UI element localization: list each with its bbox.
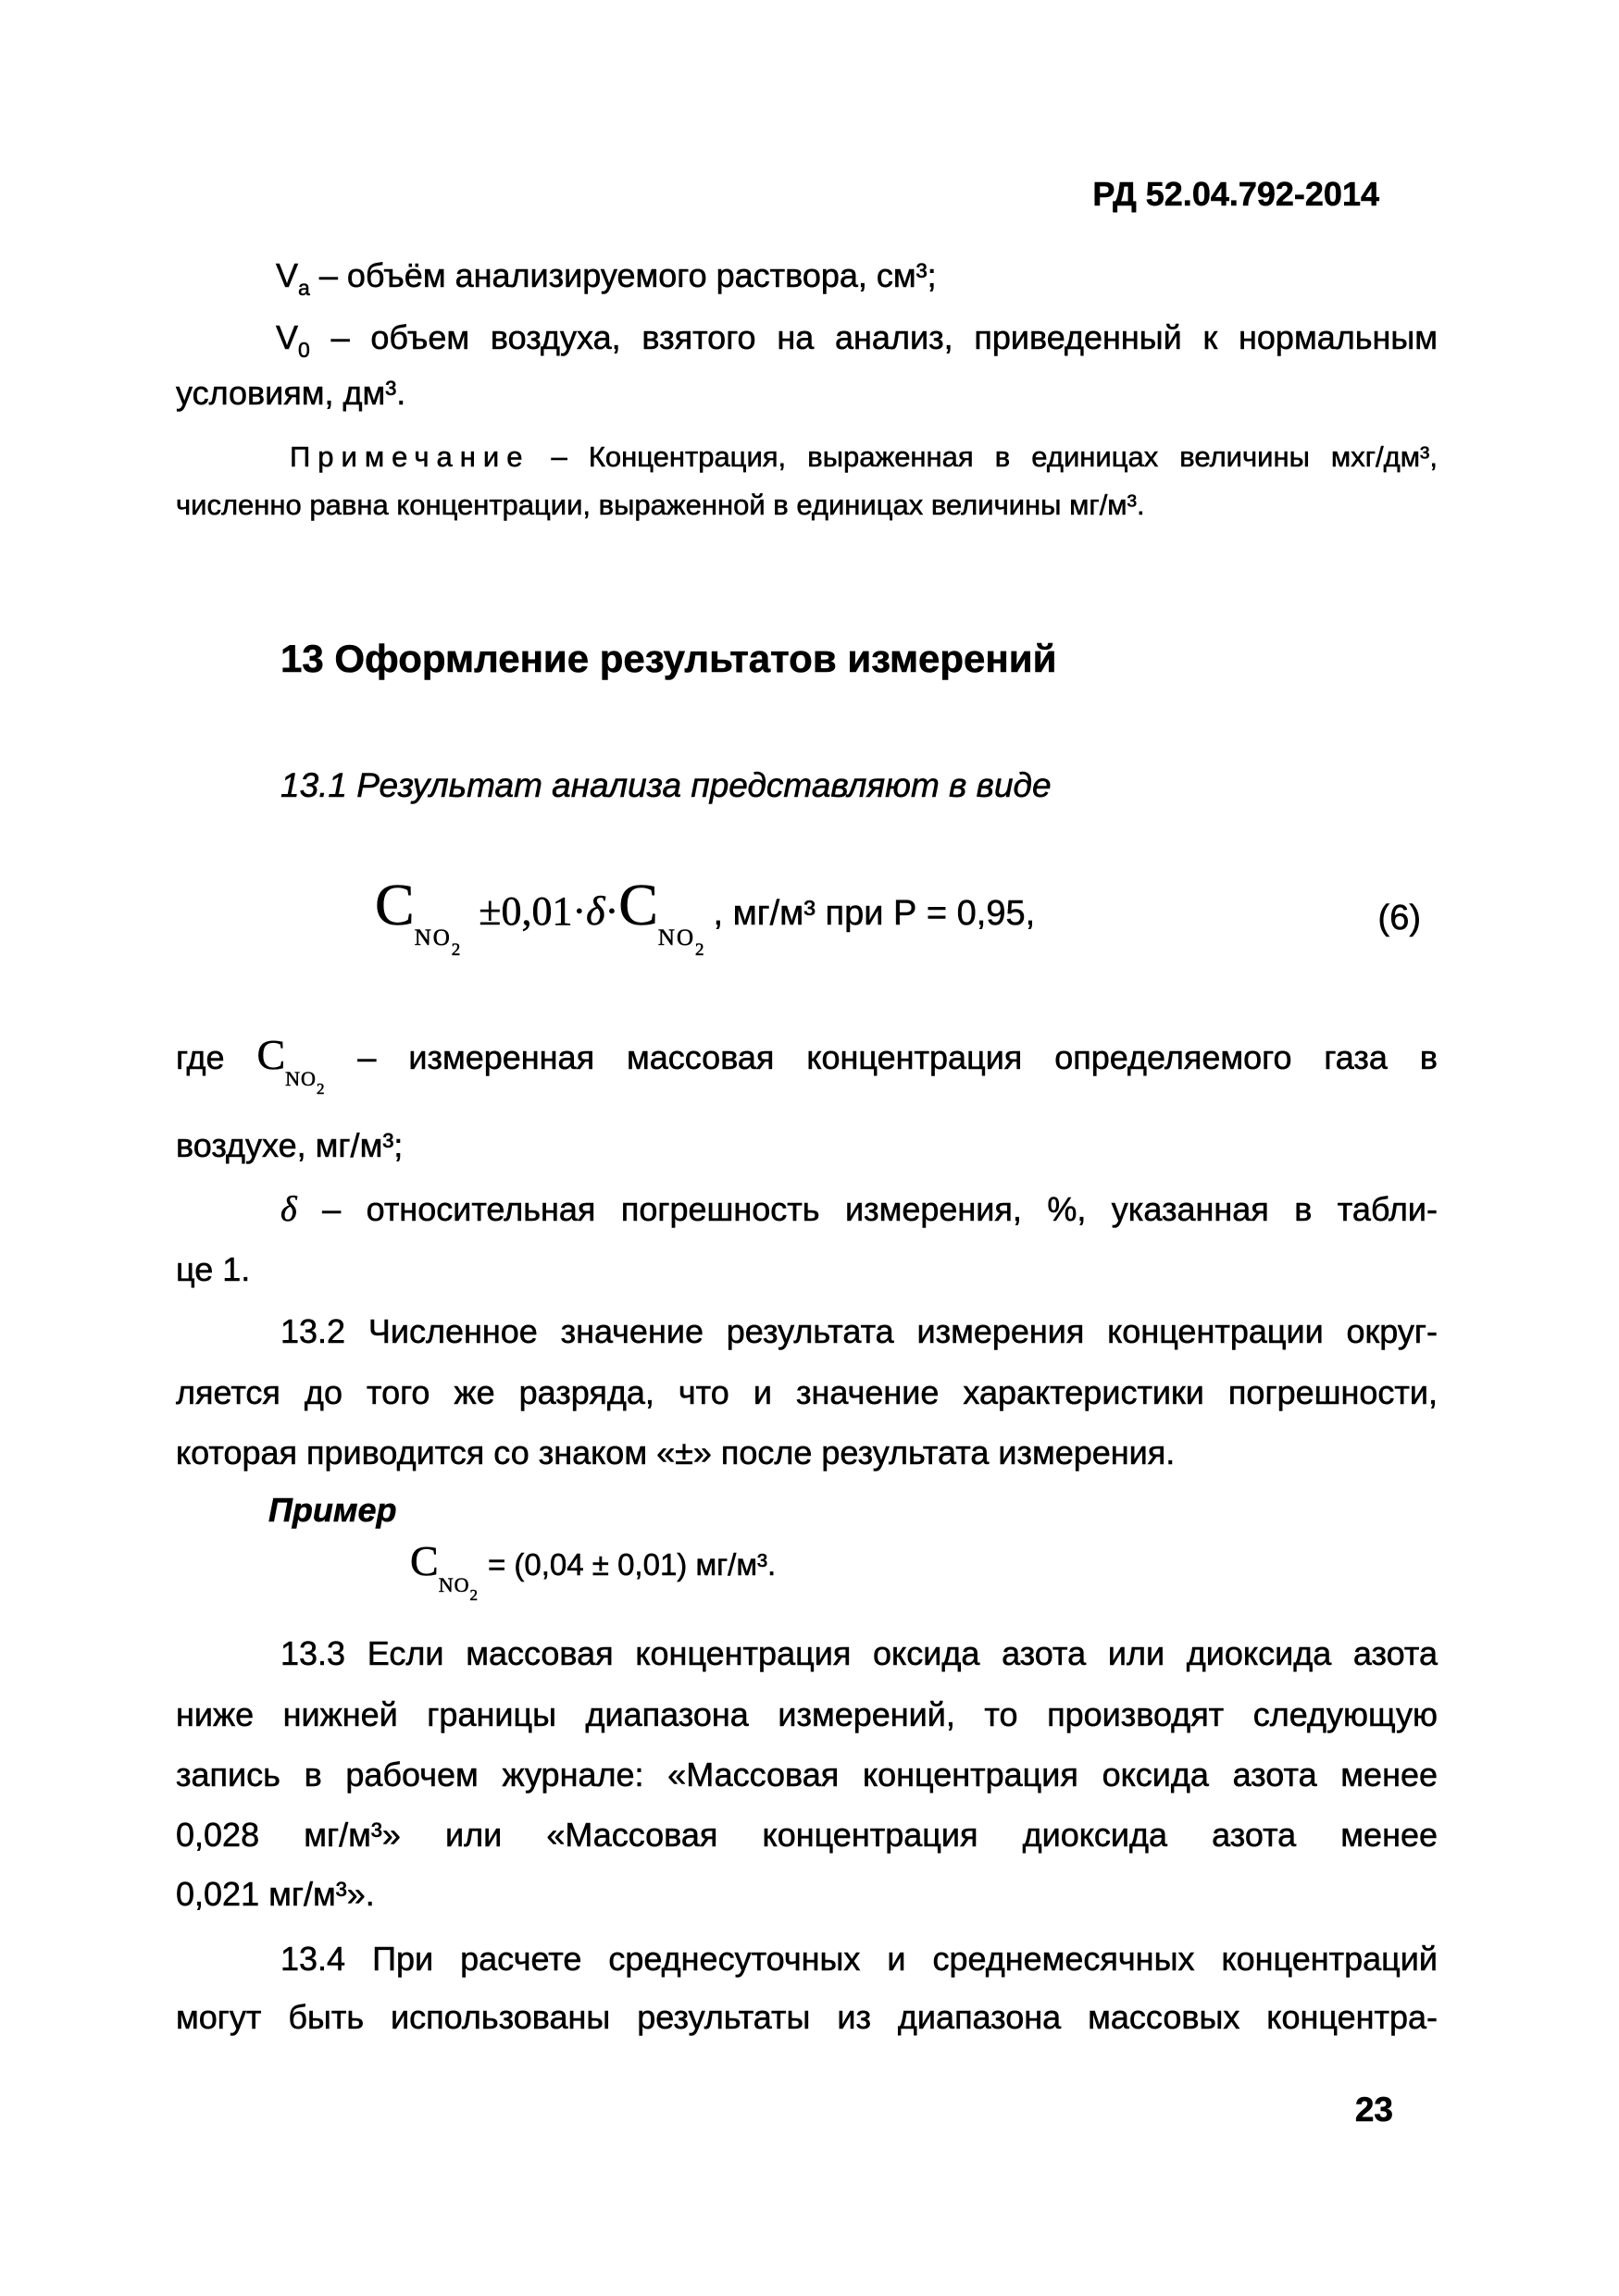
- clause-13-2-line-1: 13.2 Численное значение результата измерения концентрации округ-: [280, 1312, 1438, 1350]
- c-symbol: C: [410, 1537, 439, 1584]
- v0-symbol-subscript: 0: [298, 338, 310, 362]
- definition-v0-line: [276, 317, 1438, 362]
- clause-13-2-line-2: ляется до того же разряда, что и значение характеристики погрешности,: [176, 1373, 1438, 1411]
- clause-13-3-line-3: запись в рабочем журнале: «Массовая концентрация оксида азота менее: [176, 1756, 1438, 1793]
- example-formula: [410, 1537, 777, 1604]
- definition-va-line: [276, 255, 937, 300]
- where-paragraph-line-1: [176, 1031, 1438, 1098]
- doc-code-header: РД 52.04.792-2014: [1092, 175, 1379, 213]
- where-def2-text: – относительная погрешность измерения, %, указанная в табли-: [322, 1190, 1438, 1228]
- section-13-heading: 13 Оформление результатов измерений: [280, 637, 1057, 680]
- where-paragraph-line-2: воздухе, мг/м³;: [176, 1126, 404, 1164]
- no2-subscript: NO2: [438, 1573, 479, 1604]
- clause-13-1-intro: 13.1 Результат анализа представляют в виде: [280, 766, 1052, 804]
- no2-subscript: NO2: [414, 925, 463, 960]
- c-no2-term: [256, 1031, 326, 1098]
- clause-13-3-line-2: ниже нижней границы диапазона измерений, то производят следующую: [176, 1695, 1438, 1733]
- no2-subscript: NO2: [285, 1067, 326, 1098]
- clause-13-3-line-1: 13.3 Если массовая концентрация оксида азота или диоксида азота: [280, 1634, 1438, 1672]
- c-symbol: C: [618, 872, 658, 937]
- delta-symbol: δ: [586, 888, 605, 934]
- definition-v0-continuation: условиям, дм³.: [176, 374, 406, 412]
- va-symbol-subscript: а: [298, 276, 310, 300]
- example-equation-text: = (0,04 ± 0,01) мг/м³.: [487, 1547, 777, 1582]
- formula-6-row: [176, 873, 1438, 974]
- formula-units-condition: , мг/м³ при Р = 0,95,: [713, 894, 1036, 933]
- clause-13-3-line-5: 0,021 мг/м³».: [176, 1875, 375, 1913]
- note-label: Примечание: [290, 441, 530, 473]
- where-delta-line: [280, 1189, 1438, 1230]
- va-definition-text: – объём анализируемого раствора, см³;: [318, 256, 937, 294]
- page-number: 23: [1354, 2091, 1393, 2128]
- clause-13-4-line-1: 13.4 При расчете среднесуточных и среднемесячных концентраций: [280, 1940, 1438, 1978]
- note-text: – Концентрация, выраженная в единицах величины мхг/дм³,: [551, 441, 1438, 473]
- va-symbol: V: [276, 256, 299, 294]
- v0-symbol: V: [276, 318, 299, 356]
- clause-13-3-line-4: 0,028 мг/м³» или «Массовая концентрация диоксида азота менее: [176, 1816, 1438, 1854]
- clause-13-2-line-3: которая приводится со знаком «±» после результата измерения.: [176, 1433, 1176, 1471]
- clause-13-4-line-2: могут быть использованы результаты из диапазона массовых концентра-: [176, 1998, 1438, 2036]
- where-delta-line-continuation: це 1.: [176, 1250, 251, 1288]
- delta-symbol: δ: [280, 1190, 297, 1229]
- formula-6-number: (6): [1377, 899, 1421, 937]
- formula-6: [375, 872, 1036, 960]
- no2-subscript: NO2: [657, 925, 706, 960]
- where-lead: где: [176, 1038, 225, 1076]
- note-line-1: [290, 437, 1438, 478]
- v0-definition-text: – объем воздуха, взятого на анализ, приведенный к нормальным: [330, 318, 1438, 356]
- where-def1-text: – измеренная массовая концентрация определяемого газа в: [357, 1038, 1438, 1076]
- example-label: Пример: [268, 1491, 397, 1529]
- c-symbol: C: [375, 872, 415, 937]
- formula-middle: ±0,01·: [479, 888, 587, 934]
- multiplication-dot: ·: [604, 888, 619, 934]
- note-line-2: численно равна концентрации, выраженной в единицах величины мг/м³.: [176, 489, 1145, 521]
- c-symbol: C: [256, 1031, 286, 1078]
